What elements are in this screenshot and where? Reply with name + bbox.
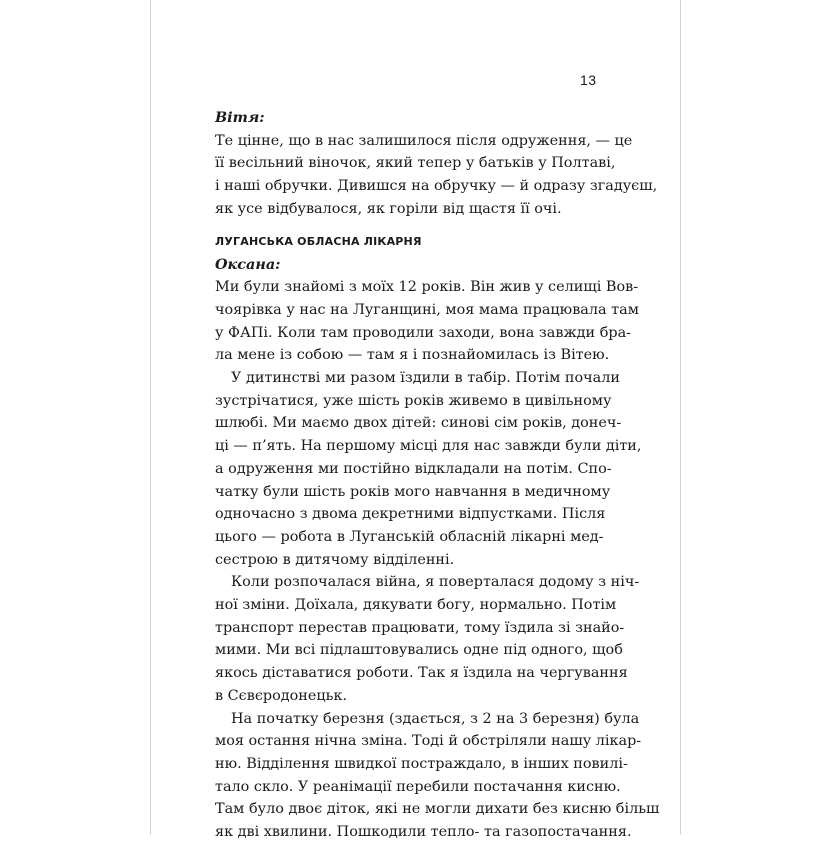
section-heading: ЛУГАНСЬКА ОБЛАСНА ЛІКАРНЯ (215, 234, 422, 248)
speaker-name: Оксана: (215, 255, 281, 273)
paragraph (215, 130, 658, 221)
text-line: а одруження ми постійно відкладали на потім. Спо- (215, 460, 612, 477)
text-line: мими. Ми всі підлаштовувались одне під одного, щоб (215, 642, 623, 659)
text-line: сестрою в дитячому відділенні. (215, 551, 455, 568)
text-line: моя остання нічна зміна. Тоді й обстріляли нашу лікар- (215, 733, 642, 750)
text-line: Те цінне, що в нас залишилося після одруження, — це (215, 132, 633, 149)
page-text (215, 107, 660, 844)
speaker-name: Вітя: (215, 109, 265, 126)
text-line: як усе відбувалося, як горіли від щастя її очі. (215, 200, 562, 217)
text-line: Коли розпочалася війна, я поверталася додому з ніч- (231, 574, 640, 591)
text-line: шлюбі. Ми маємо двох дітей: синові сім років, донеч- (215, 415, 622, 432)
text-line: в Сєвєродонецьк. (215, 687, 348, 704)
text-line: Ми були знайомі з моїх 12 років. Він жив у селищі Вов- (215, 279, 639, 296)
text-line: і наші обручки. Дивишся на обручку — й одразу згадуєш, (215, 178, 658, 195)
text-line: ню. Відділення швидкої постраждало, в інших повилі- (215, 755, 628, 772)
text-line: ла мене із собою — там я і познайомилась із Вітею. (215, 347, 610, 364)
text-line: ці — п’ять. На першому місці для нас завжди були діти, (215, 438, 642, 455)
text-line: як дві хвилини. Пошкодили тепло- та газопостачання. (215, 824, 632, 841)
text-line: На початку березня (здається, з 2 на 3 березня) була (231, 710, 640, 727)
text-line: транспорт перестав працювати, тому їздила зі знайо- (215, 619, 625, 636)
text-line: Там було двоє діток, які не могли дихати без кисню більш (215, 801, 660, 818)
paragraph (215, 276, 639, 367)
paragraph (215, 367, 642, 571)
text-line: чоярівка у нас на Луганщині, моя мама працювала там (215, 301, 639, 318)
text-line: якось діставатися роботи. Так я їздила на чергування (215, 665, 628, 682)
text-line: У дитинстві ми разом їздили в табір. Потім почали (231, 370, 620, 387)
text-line: тало скло. У реанімації перебили постачання кисню. (215, 778, 621, 795)
paragraph (215, 571, 640, 707)
text-line: ної зміни. Доїхала, дякувати богу, нормально. Потім (215, 597, 617, 614)
text-line: зустрічатися, уже шість років живемо в цивільному (215, 392, 612, 409)
text-line: цього — робота в Луганській обласній лікарні мед- (215, 528, 604, 545)
page-number: 13 (580, 72, 597, 88)
text-line: чатку були шість років мого навчання в медичному (215, 483, 611, 500)
text-line: одночасно з двома декретними відпустками. Після (215, 506, 606, 523)
text-line: у ФАПі. Коли там проводили заходи, вона завжди бра- (215, 324, 632, 341)
text-line: її весільний віночок, який тепер у батьків у Полтаві, (215, 155, 616, 172)
paragraph (215, 708, 660, 844)
